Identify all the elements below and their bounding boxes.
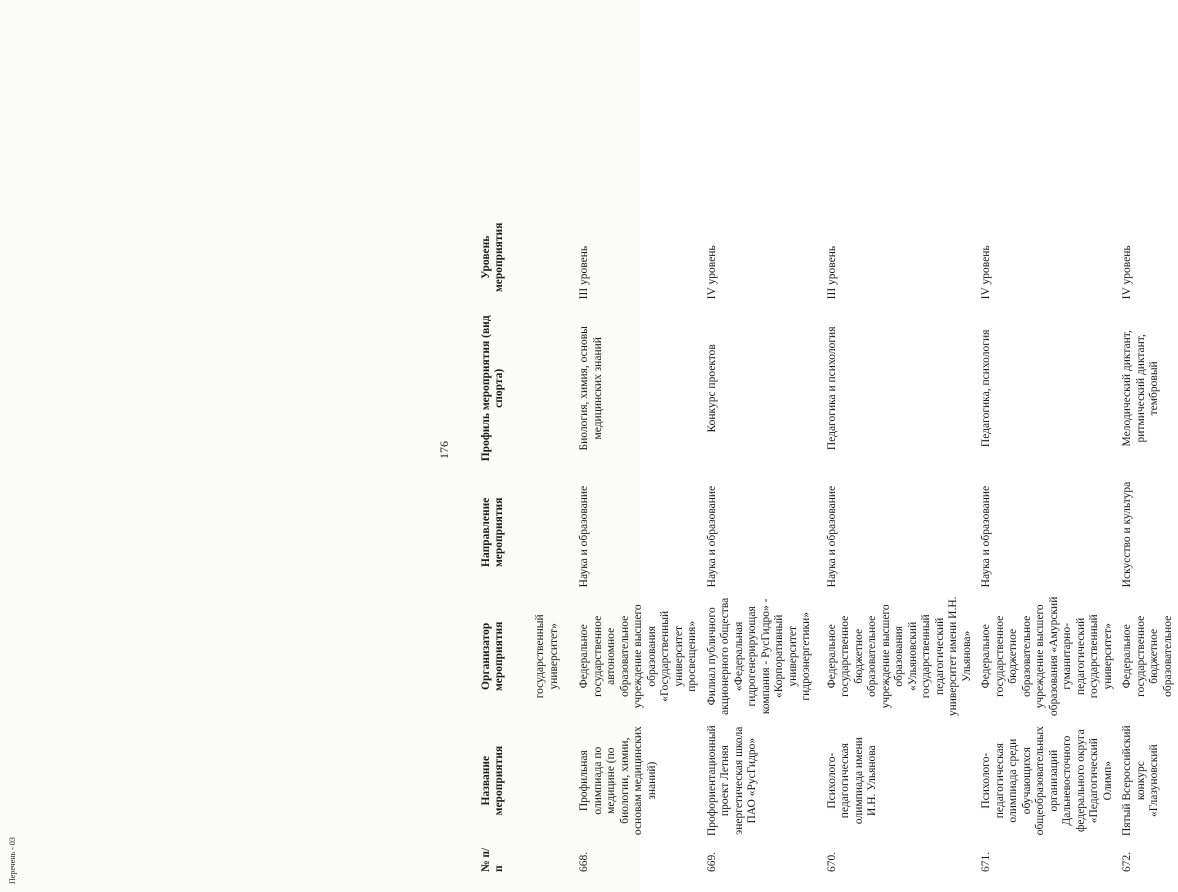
header-row (455, 211, 531, 876)
row-organizer: Федеральное государственное бюджетное образовательное учреждение высшего образования «Амурский гуманитарно-педагогический государственный университет» (980, 596, 1114, 716)
row-num (531, 840, 575, 876)
row-level (531, 211, 575, 303)
row-direction: Наука и образование (980, 485, 992, 588)
header-profile: Профиль мероприятия (вид спорта) (479, 315, 505, 462)
row-num: 672. (1121, 851, 1133, 872)
row-num: 671. (980, 851, 992, 872)
row-name: Психолого-педагогическая олимпиада среди обучающихся общеобразовательных организаций Дальневосточного федерального округа «Педагогический Олимп» (980, 726, 1114, 836)
row-level: IV уровень (705, 245, 718, 300)
row-organizer: государственный университет» (534, 614, 560, 699)
row-profile (531, 303, 575, 473)
page-number: 176 (437, 441, 451, 459)
row-direction: Искусство и культура (1121, 481, 1133, 588)
table-row (823, 211, 978, 876)
row-organizer: Федеральное государственное бюджетное образовательное (1121, 615, 1174, 697)
row-name: Профориентационный проект Летняя энергетическая школа ПАО «РусГидро» (705, 725, 758, 836)
row-profile: Педагогика и психология (825, 326, 838, 451)
row-direction: Наука и образование (578, 485, 590, 588)
header-name: Название мероприятия (479, 745, 505, 816)
row-level: IV уровень (1121, 245, 1133, 300)
row-name (531, 721, 575, 840)
row-num: 669. (705, 851, 718, 872)
table-row (531, 211, 575, 876)
events-table (455, 211, 1178, 876)
row-num: 668. (578, 851, 590, 872)
row-direction: Наука и образование (705, 485, 718, 588)
row-organizer: Федеральное государственное бюджетное образовательное учреждение высшего образования «Ульяновский государственный педагогический университет имени И.Н. Ульянова» (825, 596, 973, 717)
row-profile: Конкурс проектов (705, 344, 718, 433)
row-organizer: Федеральное государственное автономное образовательное учреждение высшего образования «Государственный университет просвещения» (578, 604, 698, 709)
row-num: 670. (825, 851, 838, 872)
row-profile: Биология, химия, основы медицинских знаний (578, 326, 604, 451)
header-level: Уровень мероприятия (479, 222, 505, 293)
table-row (977, 211, 1118, 876)
table-row (575, 211, 703, 876)
row-direction (531, 473, 575, 591)
row-level: III уровень (578, 245, 590, 300)
row-profile: Мелодический диктант, ритмический диктант, тембровый (1121, 330, 1160, 447)
header-organizer: Организатор мероприятия (479, 621, 505, 692)
row-name: Психолого-педагогическая олимпиада имени И.Н. Ульянова (825, 737, 878, 825)
row-organizer: Филиал публичного акционерного общества «Федеральная гидрогенерирующая компания - РусГидро» - «Корпоративный университет гидроэнергетики» (705, 597, 812, 715)
row-direction: Наука и образование (825, 485, 838, 588)
header-num: № п/п (479, 847, 505, 872)
footer-note: Перечень - 03 (8, 837, 17, 884)
row-name: Пятый Всероссийский конкурс «Глазуновский (1121, 725, 1160, 836)
row-level: IV уровень (980, 245, 992, 300)
table-row (703, 211, 823, 876)
table-row (1118, 211, 1178, 876)
row-name: Профильная олимпиада по медицине (по биологии, химии, основам медицинских знаний) (578, 726, 658, 836)
row-profile: Педагогика, психология (980, 329, 992, 448)
header-direction: Направление мероприятия (479, 497, 505, 568)
row-level: III уровень (825, 245, 838, 300)
